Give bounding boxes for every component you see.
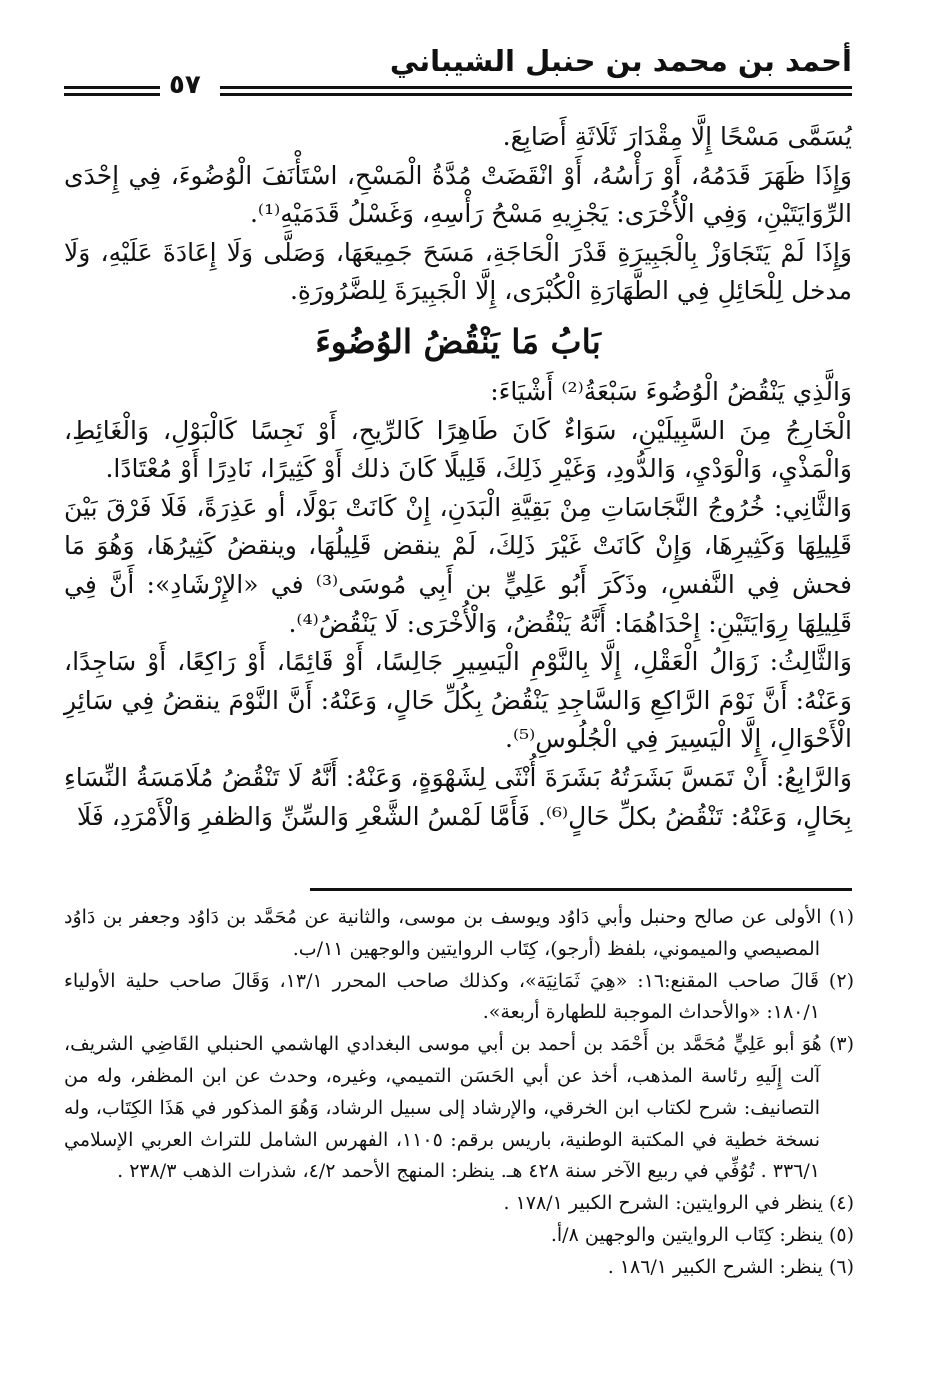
- paragraph: وَإِذَا لَمْ يَتَجَاوَزْ بِالْجَبِيرَةِ قَدْرَ الْحَاجَةِ، مَسَحَ جَمِيعَهَا، وَصَلَّى وَلَا إِعَادَةَ عَلَيْهِ، وَلَا مدخل لِلْحَائِلِ فِي الطَّهَارَةِ الْكُبْرَى، إِلَّا الْجَبِيرَةَ لِلضَّرُورَةِ.: [64, 237, 852, 306]
- footnote: (١) الأولى عن صالح وحنبل وأبي دَاوُد ويوسف بن موسى، والثانية عن مُحَمَّد بن دَاوُد وجعفر بن دَاوُد المصيصي والميموني، بلفظ (أرجو)، كِتَاب الروايتين والوجهين ١١/ب.: [64, 906, 854, 960]
- footnote: (٦) ينظر: الشرح الكبير ١٨٦/١ .: [607, 1255, 854, 1278]
- main-text: [64, 118, 852, 836]
- paragraph: وَالثَّالِثُ: زَوَالُ الْعَقْلِ، إِلَّا بِالنَّوْمِ الْيَسِيرِ جَالِسًا، أَوْ قَائِمًا، أَوْ رَاكِعًا، أَوْ سَاجِدًا، وَعَنْهُ: أَنَّ نَوْمَ الرَّاكِعِ وَالسَّاجِدِ يَنْقُضُ بِكُلِّ حَالٍ، وَعَنْهُ: أَنَّ النَّوْمَ ينقضُ فِي سَائِرِ الْأَحْوَالِ، إِلَّا الْيَسِيرَ فِي الْجُلُوسِ⁽⁵⁾.: [64, 647, 852, 754]
- chapter-heading: بَابُ مَا يَنْقُضُ الوُضُوءَ: [315, 321, 601, 361]
- header-rule-left: [64, 86, 160, 100]
- paragraph: وَالَّذِي يَنْقُضُ الْوُضُوءَ سَبْعَةُ⁽²⁾ أَشْيَاءَ:: [490, 376, 852, 406]
- paragraph: وَالرَّابِعُ: أَنْ تَمَسَّ بَشَرَتُهُ بَشَرَةَ أُنْثَى لِشَهْوَةٍ، وَعَنْهُ: أَنَّهُ لَا تَنْقُضُ مُلَامَسَةُ النِّسَاءِ بِحَالٍ، وَعَنْهُ: تَنْقُضُ بكلِّ حَالٍ⁽⁶⁾. فَأَمَّا لَمْسُ الشَّعْرِ وَالسِّنِّ وَالظفرِ وَالْأَمْرَدِ، فَلَا: [64, 762, 852, 831]
- page-number: ٥٧: [169, 70, 201, 100]
- paragraph: يُسَمَّى مَسْحًا إِلَّا مِقْدَارَ ثَلَاثَةِ أَصَابِعَ.: [502, 122, 852, 151]
- header-rule-right: [220, 86, 852, 100]
- footnote-separator: [310, 888, 852, 891]
- footnote: (٤) ينظر في الروايتين: الشرح الكبير ١٧٨/١ .: [503, 1192, 854, 1215]
- page-header: [64, 40, 852, 100]
- paragraph: الْخَارِجُ مِنَ السَّبِيلَيْنِ، سَوَاءٌ كَانَ طَاهِرًا كَالرِّيحِ، أَوْ نَجِسًا كَالْبَوْلِ، وَالْغَائِطِ، وَالْمَذْيِ، وَالْوَدْيِ، وَالدُّودِ، وَغَيْرِ ذَلِكَ، قَلِيلًا كَانَ ذلك أَوْ كَثِيرًا، نَادِرًا أَوْ مُعْتَادًا.: [64, 415, 852, 484]
- footnotes: [64, 902, 854, 1284]
- footnote: (٣) هُوَ أبو عَلِيٍّ مُحَمَّد بن أَحْمَد بن أحمد بن أبي موسى البغدادي الهاشمي الحنبلي القَاضِي الشريف، آلت إِلَيهِ رئاسة المذهب، أخذ عن أبي الحَسَن التميمي، وغيره، وحدث عن ابن المظفر، وله من التصانيف: شرح لكتاب ابن الخرقي، والإرشاد إلى سبيل الرشاد، وَهُوَ المذكور في هَذَا الكِتَاب، وله نسخة خطية في المكتبة الوطنية، باريس برقم: ١١٠٥، الفهرس الشامل للتراث العربي الإسلامي ٣٣٦/١ . تُوُفِّي في ربيع الآخر سنة ٤٢٨ هـ. ينظر: المنهج الأحمد ٤/٢، شذرات الذهب ٢٣٨/٣ .: [64, 1033, 854, 1183]
- footnote: (٢) قَالَ صاحب المقنع:١٦: «هِيَ ثَمَانِيَة»، وكذلك صاحب المحرر ١٣/١، وَقَالَ صاحب حلية الأولياء ١٨٠/١: «والأحداث الموجبة للطهارة أربعة».: [64, 969, 854, 1024]
- footnote: (٥) ينظر: كِتَاب الروايتين والوجهين ٨/أ.: [550, 1223, 854, 1246]
- paragraph: وَإِذَا ظَهَرَ قَدَمُهُ، أَوْ رَأْسُهُ، أَوْ انْقَضَتْ مُدَّةُ الْمَسْحِ، اسْتَأْنَفَ الْوُضُوءَ، فِي إِحْدَى الرِّوَايَتَيْنِ، وَفِي الْأُخْرَى: يَجْزِيهِ مَسْحُ رَأْسِهِ، وَغَسْلُ قَدَمَيْهِ⁽¹⁾.: [64, 160, 852, 229]
- running-title: أحمد بن محمد بن حنبل الشيباني: [389, 44, 852, 78]
- paragraph: وَالثَّانِي: خُرُوجُ النَّجَاسَاتِ مِنْ بَقِيَّةِ الْبَدَنِ، إِنْ كَانَتْ بَوْلًا، أو عَذِرَةً، فَلَا فَرْقَ بَيْنَ قَلِيلِهَا وَكَثِيرِهَا، وَإِنْ كَانَتْ غَيْرَ ذَلِكَ، لَمْ ينقض قَلِيلُهَا، وينقضُ كَثِيرُهَا، وَهُوَ مَا فحش فِي النَّفسِ، وذَكَرَ أَبُو عَلِيٍّ بن أَبِي مُوسَى⁽³⁾ في «الإِرْشَادِ»: أَنَّ فِي قَلِيلِهَا رِوَايَتَيْنِ: إِحْدَاهُمَا: أَنَّهُ يَنْقُضُ، وَالْأُخْرَى: لَا يَنْقُضُ⁽⁴⁾.: [64, 492, 853, 638]
